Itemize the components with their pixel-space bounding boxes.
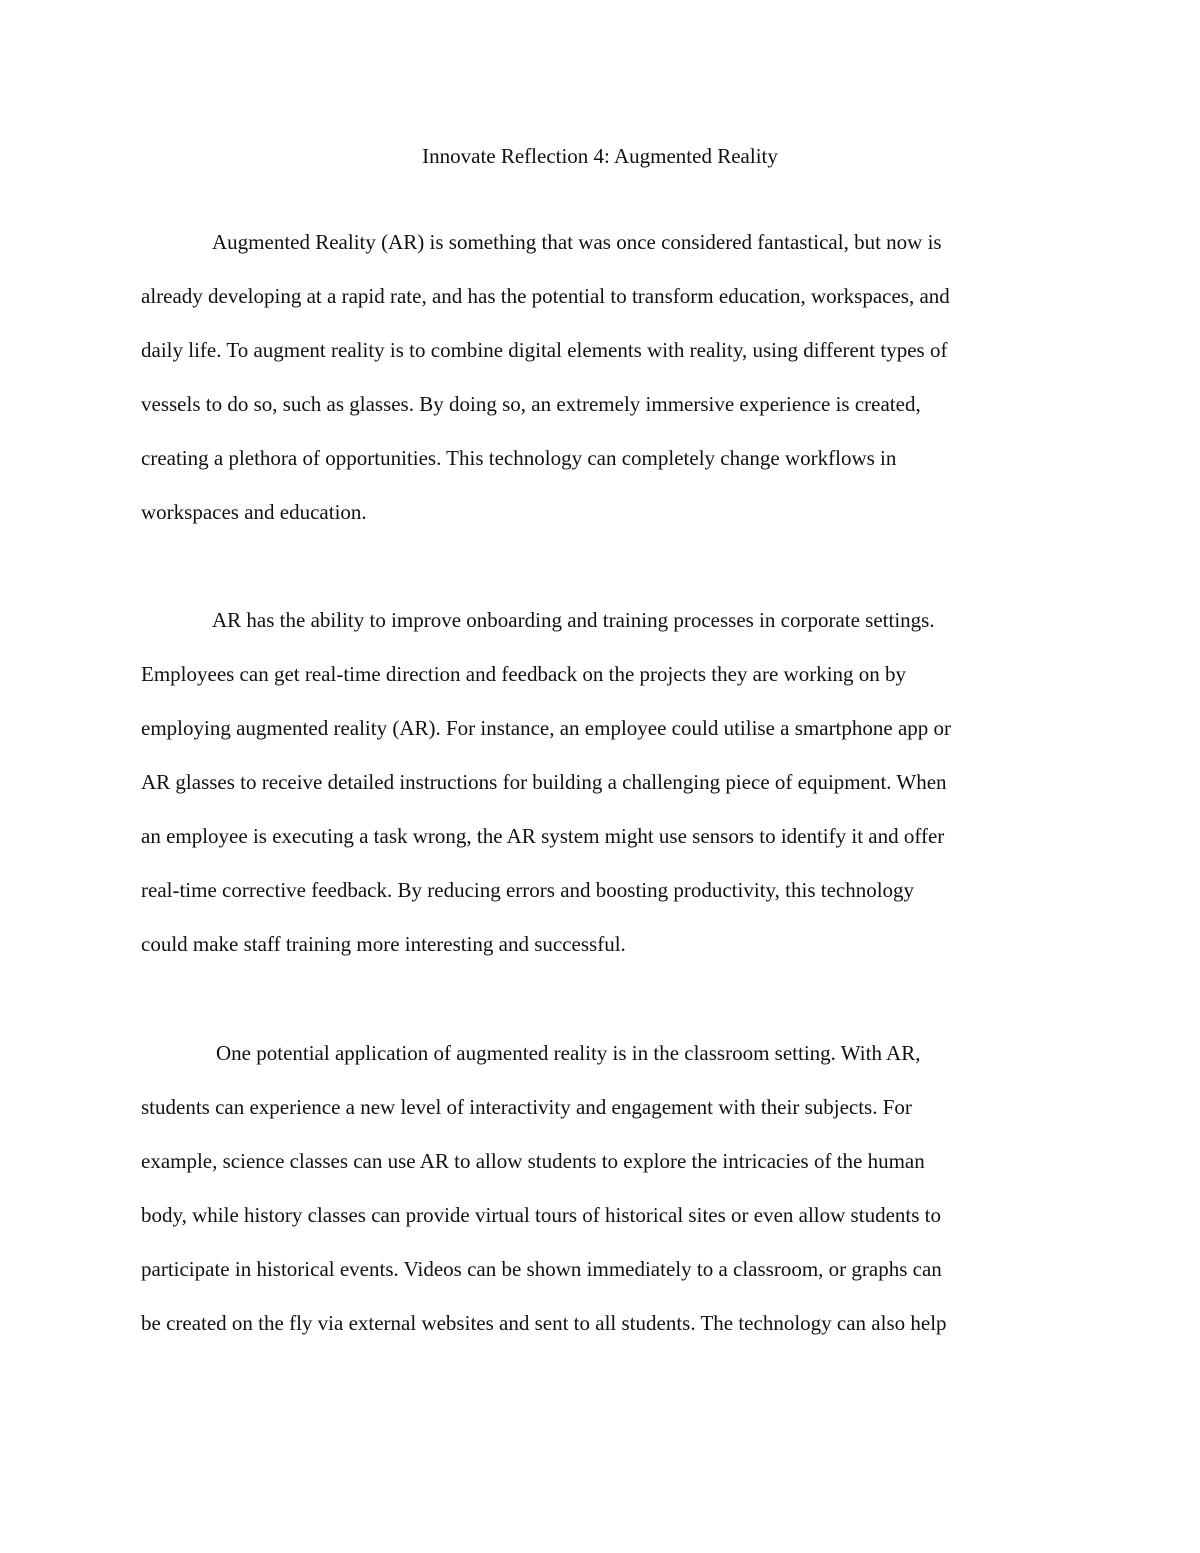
paragraph-line: an employee is executing a task wrong, the AR system might use sensors to identify it and offer xyxy=(141,824,945,848)
paragraph-line: could make staff training more interesting and successful. xyxy=(141,932,626,956)
paragraph-line: AR glasses to receive detailed instructions for building a challenging piece of equipment. When xyxy=(141,770,947,794)
paragraph-line: be created on the fly via external websites and sent to all students. The technology can also help xyxy=(141,1311,947,1335)
paragraph-line: employing augmented reality (AR). For instance, an employee could utilise a smartphone app or xyxy=(141,716,952,740)
paragraph-line: example, science classes can use AR to allow students to explore the intricacies of the human xyxy=(141,1149,925,1173)
paragraph-line: daily life. To augment reality is to combine digital elements with reality, using different types of xyxy=(141,338,948,362)
paragraph-line: Augmented Reality (AR) is something that was once considered fantastical, but now is xyxy=(212,230,942,254)
paragraph-line: AR has the ability to improve onboarding and training processes in corporate settings. xyxy=(212,608,935,632)
paragraph-line: workspaces and education. xyxy=(141,500,367,524)
paragraph-line: One potential application of augmented reality is in the classroom setting. With AR, xyxy=(216,1041,921,1065)
paragraph-line: already developing at a rapid rate, and has the potential to transform education, workspaces, and xyxy=(141,284,950,308)
paragraph-line: students can experience a new level of interactivity and engagement with their subjects. For xyxy=(141,1095,912,1119)
paragraph-line: Employees can get real-time direction and feedback on the projects they are working on by xyxy=(141,662,907,686)
paragraph-line: real-time corrective feedback. By reducing errors and boosting productivity, this technology xyxy=(141,878,915,902)
document-title: Innovate Reflection 4: Augmented Reality xyxy=(422,144,778,168)
paragraph-line: body, while history classes can provide virtual tours of historical sites or even allow students to xyxy=(141,1203,941,1227)
paragraph-line: creating a plethora of opportunities. This technology can completely change workflows in xyxy=(141,446,897,470)
paragraph-line: vessels to do so, such as glasses. By doing so, an extremely immersive experience is created, xyxy=(141,392,921,416)
paragraph-line: participate in historical events. Videos can be shown immediately to a classroom, or graphs can xyxy=(141,1257,942,1281)
